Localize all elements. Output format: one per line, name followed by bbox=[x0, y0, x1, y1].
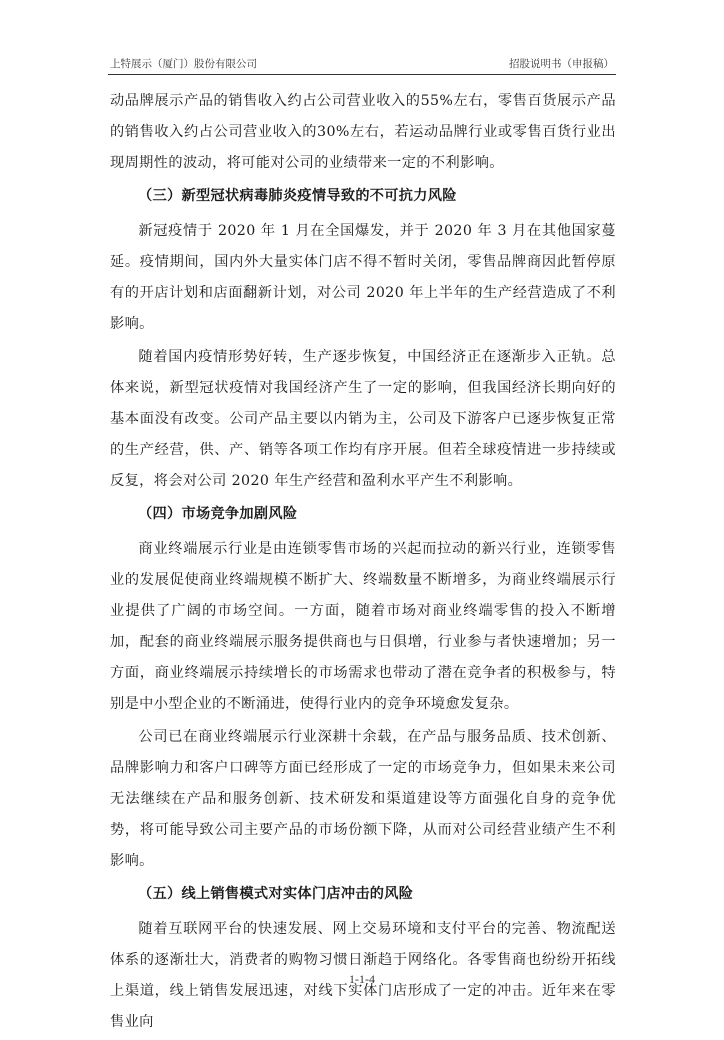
paragraph-continued: 动品牌展示产品的销售收入约占公司营业收入的55%左右，零售百货展示产品的销售收入约占公司营业收入的30%左右，若运动品牌行业或零售百货行业出现周期性的波动，将可能对公司的业绩带来一定的不利影响。 bbox=[110, 93, 616, 171]
paragraph-covid-recovery: 随着国内疫情形势好转，生产逐步恢复，中国经济正在逐渐步入正轨。总体来说，新型冠状疫情对我国经济产生了一定的影响，但我国经济长期向好的基本面没有改变。公司产品主要以内销为主，公司及下游客户已逐步恢复正常的生产经营，供、产、销等各项工作均有序开展。但若全球疫情进一步持续或反复，将会对公司 2020 年生产经营和盈利水平产生不利影响。 bbox=[110, 349, 616, 489]
section-heading-covid-risk: （三）新型冠状病毒肺炎疫情导致的不可抗力风险 bbox=[138, 188, 457, 204]
page-number: 1-1-4 bbox=[349, 972, 375, 986]
paragraph-industry-competition: 商业终端展示行业是由连锁零售市场的兴起而拉动的新兴行业，连锁零售业的发展促使商业终端规模不断扩大、终端数量不断增多，为商业终端展示行业提供了广阔的市场空间。一方面，随着市场对商业终端零售的投入不断增加，配套的商业终端展示服务提供商也与日俱增，行业参与者快速增加；另一方面，商业终端展示持续增长的市场需求也带动了潜在竞争者的积极参与，特别是中小型企业的不断涌进，使得行业内的竞争环境愈发复杂。 bbox=[110, 541, 616, 712]
page-header bbox=[108, 52, 616, 72]
header-company-name: 上特展示（厦门）股份有限公司 bbox=[110, 58, 257, 70]
header-document-type: 招股说明书（申报稿） bbox=[509, 58, 614, 70]
paragraph-online-sales: 随着互联网平台的快速发展、网上交易环境和支付平台的完善、物流配送体系的逐渐壮大，消费者的购物习惯日渐趋于网络化。各零售商也纷纷开拓线上渠道，线上销售发展迅速，对线下实体门店形成了一定的冲击。近年来在零售业向 bbox=[110, 921, 616, 1030]
header-divider bbox=[108, 74, 616, 75]
paragraph-covid-outbreak: 新冠疫情于 2020 年 1 月在全国爆发，并于 2020 年 3 月在其他国家蔓延。疫情期间，国内外大量实体门店不得不暂时关闭，零售品牌商因此暂停原有的开店计划和店面翻新计划，对公司 2020 年上半年的生产经营造成了不利影响。 bbox=[110, 223, 616, 332]
section-heading-online-sales-risk: （五）线上销售模式对实体门店冲击的风险 bbox=[138, 886, 414, 902]
document-body bbox=[110, 86, 616, 1040]
section-heading-competition-risk: （四）市场竞争加剧风险 bbox=[138, 506, 298, 522]
paragraph-company-competitiveness: 公司已在商业终端展示行业深耕十余载，在产品与服务品质、技术创新、品牌影响力和客户口碑等方面已经形成了一定的市场竞争力，但如果未来公司无法继续在产品和服务创新、技术研发和渠道建设等方面强化自身的竞争优势，将可能导致公司主要产品的市场份额下降，从而对公司经营业绩产生不利影响。 bbox=[110, 729, 616, 869]
